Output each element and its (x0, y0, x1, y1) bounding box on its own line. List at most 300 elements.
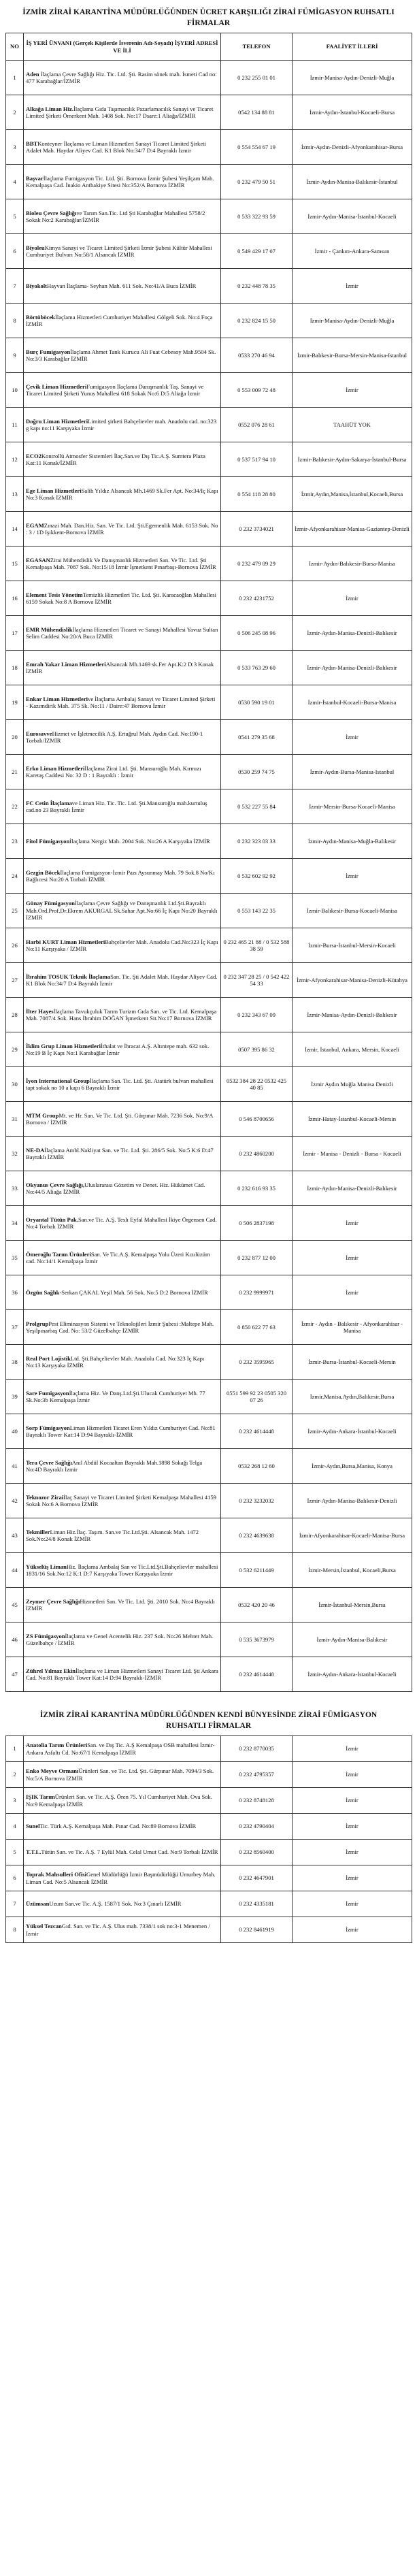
firm-name: İlter Hayes (26, 1007, 54, 1015)
section1-title: İZMİR ZİRAİ KARANTİNA MÜDÜRLÜĞÜNDEN ÜCRET KARŞILIĞI ZİRAİ FÜMİGASYON RUHSATLI FİRMALAR (22, 8, 395, 27)
table-row (6, 1032, 412, 1067)
firm-name: Erko Liman Hizmetleri (26, 764, 85, 772)
firm-address: İlaçlama San. Tic. Ltd. Şti. Atatürk bulvarı mahallesi tapt sokak no 10 a kapı 6 Bayraklı İzmir (26, 1077, 214, 1091)
firm-name-address (24, 1840, 221, 1865)
row-number: 3 (6, 130, 24, 165)
phone: 0 232 3595965 (221, 1345, 293, 1380)
firm-name-address (24, 269, 221, 304)
firm-name-address (24, 720, 221, 755)
firm-name-address (24, 998, 221, 1032)
row-number: 34 (6, 1206, 24, 1241)
firm-name-address (24, 477, 221, 512)
table-row (6, 1102, 412, 1137)
activity-provinces: İzmir (293, 1206, 412, 1241)
row-number: 2 (6, 95, 24, 130)
firm-name: BBT (26, 140, 38, 147)
phone: 0 232 4795357 (221, 1762, 293, 1788)
row-number: 29 (6, 1032, 24, 1067)
phone: 0 232 465 21 88 / 0 532 588 38 59 (221, 928, 293, 963)
table-row (6, 373, 412, 408)
firm-address: Tütün San. ve Tic. A.Ş. 7 Eylül Mah. Celal Umut Cad. No:9 Torbalı İZMİR (41, 1848, 218, 1856)
row-number: 13 (6, 477, 24, 512)
table-row (6, 1891, 412, 1917)
firm-name-address (24, 547, 221, 581)
activity-provinces: İzmir-Mersin,İstanbul, Kocaeli,Bursa (293, 1553, 412, 1588)
firm-name-address (24, 894, 221, 928)
phone: 0 232 479 09 29 (221, 547, 293, 581)
firm-name: Sunel (26, 1823, 40, 1830)
firm-name: Üzümsan (26, 1900, 50, 1908)
phone: 0 232 4790404 (221, 1814, 293, 1840)
firm-address: İlaçlama Gıda Taşımacılık Pazarlamacılık Sanayi ve Ticaret Limited Şirketi Ömerkent Mah. 1408 Sok. No:17 Dsare:1 Aliağa/İZMİR (26, 105, 214, 119)
row-number: 4 (6, 1814, 24, 1840)
firm-name: Emrah Yakar Liman Hizmetleri (26, 660, 106, 668)
firm-name-address (24, 1588, 221, 1623)
row-number: 10 (6, 373, 24, 408)
row-number: 9 (6, 338, 24, 373)
table-row (6, 408, 412, 442)
row-number: 6 (6, 234, 24, 269)
phone: 0 533 763 29 60 (221, 651, 293, 685)
table-row (6, 269, 412, 304)
table-row (6, 1657, 412, 1692)
firm-address: -Serkan ÇAKAL Yeşil Mah. 56 Sok. No:5 D:2 Bornova İZMİR (59, 1288, 208, 1296)
row-number: 8 (6, 1917, 24, 1943)
firm-name: Tekmiller (26, 1528, 50, 1535)
activity-provinces: İzmir (293, 1788, 412, 1814)
firm-name-address (24, 1484, 221, 1518)
firm-name-address (24, 1553, 221, 1588)
table-row (6, 512, 412, 547)
firm-name-address (24, 1310, 221, 1345)
phone: 0 535 3673979 (221, 1623, 293, 1657)
activity-provinces: İzmir-Aydın-Ankara-İstanbul-Kocaeli (293, 1414, 412, 1449)
activity-provinces: İzmir (293, 1241, 412, 1275)
row-number: 19 (6, 685, 24, 720)
activity-provinces: İzmir-Aydın-Ankara-İstanbul-Kocaeli (293, 1657, 412, 1692)
firm-address: İlaçlama Fumigasyon Tic. Ltd. Şti. Bornova İzmir Şubesi Yeşilçam Mah. Kemalpaşa Cad. İnakio Anthakiye Sitesi No:352/A Bornova İZMİR (26, 174, 214, 189)
firm-name-address (24, 1657, 221, 1692)
firm-name: Yükselüş Liman (26, 1563, 67, 1570)
firm-name-address (24, 824, 221, 859)
activity-provinces: İzmir-Aydın-Manisa-Denizli-Balıkesir (293, 1171, 412, 1206)
row-number: 38 (6, 1345, 24, 1380)
firm-address: Uzum San.ve Tic. A.Ş. 1587/1 Sok. No:3 Çınarlı İZMİR (49, 1900, 182, 1908)
firm-address: Hiz. İlaçlama Ambalaj San ve Tic.Ltd.Şti.Bahçelievler mahallesi 1831/16 Sok.No:12 K:1 D:7 Karşıyaka Tower Karşıyaka İzmir (26, 1563, 218, 1577)
table-row (6, 1414, 412, 1449)
firm-name: Real Port Lojistik (26, 1354, 71, 1362)
firm-name-address (24, 1623, 221, 1657)
row-number: 18 (6, 651, 24, 685)
firm-name: Okyanus Çevre Sağlığı, (26, 1181, 85, 1188)
row-number: 27 (6, 963, 24, 998)
firm-name: Harbi KURT Liman Hizmetleri (26, 938, 105, 945)
firm-name-address (24, 130, 221, 165)
firm-name-address (24, 408, 221, 442)
firm-name: İyon International Group (26, 1077, 90, 1084)
phone: 0 232 8461919 (221, 1917, 293, 1943)
firm-name: EGASAN (26, 556, 50, 564)
phone: 0 532 602 92 92 (221, 859, 293, 894)
firm-name: Toprak Mahsulleri Ofisi (26, 1871, 86, 1878)
firm-name: Enkar Liman Hizmetleri (26, 695, 88, 702)
table-row (6, 824, 412, 859)
firm-name-address (24, 1814, 221, 1840)
phone: 0532 384 28 22 0532 425 40 85 (221, 1067, 293, 1102)
table-row (6, 547, 412, 581)
phone: 0532 268 12 60 (221, 1449, 293, 1484)
activity-provinces: İzmir-Aydın-Manisa-Denizli-Balıkesir (293, 651, 412, 685)
table-row (6, 199, 412, 234)
firm-name: İbrahim TOSUK Teknik İlaçlama (26, 973, 111, 980)
firm-name-address (24, 1171, 221, 1206)
row-number: 8 (6, 304, 24, 338)
table-row (6, 720, 412, 755)
table-row (6, 1762, 412, 1788)
phone: 0 850 622 77 63 (221, 1310, 293, 1345)
firm-name-address (24, 1137, 221, 1171)
table-row (6, 61, 412, 95)
firm-name-address (24, 199, 221, 234)
firm-name: Doğru Liman Hizmetleri (26, 417, 88, 425)
row-number: 5 (6, 199, 24, 234)
table-row (6, 95, 412, 130)
firm-name-address (24, 963, 221, 998)
firm-name-address (24, 859, 221, 894)
firm-address: İlaçlama Nergiz Mah. 2004 Sok. No:26 A Karşıyaka İZMİR (69, 837, 210, 845)
row-number: 1 (6, 61, 24, 95)
row-number: 35 (6, 1241, 24, 1275)
row-number: 40 (6, 1414, 24, 1449)
firm-name-address (24, 1865, 221, 1891)
firm-name-address (24, 1736, 221, 1762)
firm-name: Börtüböcek (26, 313, 55, 321)
row-number: 11 (6, 408, 24, 442)
firm-address: Kimya Sanayi ve Ticaret Limited Şirketi İzmir Şubesi Kültür Mahallesi Cumhuriyet Bulvarı No:58/1 Alsancak İZMİR (26, 244, 212, 258)
row-number: 23 (6, 824, 24, 859)
firm-address: İlaçlama Çevre Sağlığı Hiz. Tic. Ltd. Şti. Rasim sönek mah. İsmeti Cad no: 477 Karabağlar/İZMİR (26, 70, 217, 84)
firm-name-address (24, 234, 221, 269)
firm-address: Hizmet ve İşletmecilik A.Ş. Ertuğrul Mah. Aydın Cad. No:190-1 Torbalı/İZMİR (26, 730, 203, 744)
table-row (6, 1206, 412, 1241)
table-row (6, 304, 412, 338)
firm-address: San. Ve Tic.A.Ş. Kemalpaşa Yolu Üzeri Kızılüzüm cad. No:14/1 Kemalpaşa İzmir (26, 1250, 210, 1265)
firm-name: Ege Liman Hizmetleri (26, 487, 82, 494)
phone: 0 232 9999971 (221, 1275, 293, 1310)
activity-provinces: İzmir (293, 1736, 412, 1762)
phone: 0541 279 35 68 (221, 720, 293, 755)
firm-address: Ürünleri San. ve Tic. A.Ş. Ören 75. Yıl Cumhuriyet Mah. Ova Sok. No:9 Kemalpaşa İZMİR (26, 1793, 212, 1808)
firm-name-address (24, 1380, 221, 1414)
row-number: 4 (6, 165, 24, 199)
row-number: 15 (6, 547, 24, 581)
firm-name-address (24, 61, 221, 95)
firm-address: İlaçlama Hizmetleri Cumhuriyet Mahallesi Gölgeli Sok. No:4 Foça İZMİR (26, 313, 213, 327)
firm-name: Alkağa Liman Hiz. (26, 105, 73, 112)
table-row (6, 338, 412, 373)
firm-name-address (24, 1518, 221, 1553)
firm-name-address (24, 651, 221, 685)
phone: 0 549 429 17 07 (221, 234, 293, 269)
phone: 0532 420 20 46 (221, 1588, 293, 1623)
firm-address: Hayvan İlaçlama- Seyhan Mah. 611 Sok. No:41/A Buca İZMİR (47, 282, 197, 289)
row-number: 22 (6, 789, 24, 824)
table-row (6, 234, 412, 269)
row-number: 41 (6, 1449, 24, 1484)
table-row (6, 651, 412, 685)
firm-name: ZS Fümigasyon (26, 1632, 65, 1640)
firm-name-address (24, 1102, 221, 1137)
phone: 0 232 343 67 09 (221, 998, 293, 1032)
firm-address: San. Tic. Şti Adalet Mah. Haydar Aliyev Cad. K1 Blok No:34/7 D:4 Bayraklı İzmir (26, 973, 218, 987)
firm-address: Anıl Abdül Kocaaltan Bayraklı Mah.1898 Sokağı Telga No:4D Bayraklı İzmir (26, 1458, 203, 1473)
firm-address: Bahçelievler Mah. Anadolu Cad.No:323 İç Kapı No:11 Karşıyaka / İZMİR (26, 938, 218, 952)
phone: 0 232 3734021 (221, 512, 293, 547)
activity-provinces: İzmir-Aydın-Manisa-Balıkesir (293, 1623, 412, 1657)
table-row (6, 1345, 412, 1380)
table-row (6, 477, 412, 512)
activity-provinces: İzmir (293, 581, 412, 616)
table-row (6, 165, 412, 199)
firm-address: İlaçlama Hizmetleri Ticaret ve Sanayi Mahallesi Yavuz Sultan Selim Caddesi No:20/A Buca İZMİR (26, 625, 218, 640)
table-row (6, 130, 412, 165)
firm-address: Salih Yıldız Alsancak Mh.1469 Sk.Fer Apt. No:34/Iç Kapı No:3 Konak İZMİR (26, 487, 218, 501)
firm-name: Çevik Liman Hizmetleri (26, 382, 87, 390)
firm-name-address (24, 1206, 221, 1241)
header-no: NO (6, 33, 24, 61)
table-row (6, 1484, 412, 1518)
activity-provinces: İzmir-Aydın-Bursa-Manisa-Istanbul (293, 755, 412, 789)
firm-name: Oryantal Tütün Pak. (26, 1216, 78, 1223)
firm-address: Liman Hiz.İlaç. Taşım. San.ve Tic.Ltd.Şti. Alsancak Mah. 1472 Sok.No:24/8 Konak İZMİR (26, 1528, 199, 1542)
phone: 0 232 8770035 (221, 1736, 293, 1762)
activity-provinces: TAAHÜT YOK (293, 408, 412, 442)
section2-title: İZMİR ZİRAİ KARANTİNA MÜDÜRLÜĞÜNDEN KENDİ BÜNYESİNDE ZİRAİ FÜMİGASYON RUHSATLI FİRMALAR (39, 1711, 378, 1730)
row-number: 43 (6, 1518, 24, 1553)
table-row (6, 894, 412, 928)
table-row (6, 1788, 412, 1814)
activity-provinces: İzmir - Aydın - Balıkesir - Afyonkarahisar - Manisa (293, 1310, 412, 1345)
phone: 0 232 8748128 (221, 1788, 293, 1814)
row-number: 39 (6, 1380, 24, 1414)
firm-name: Prolgrup (26, 1320, 49, 1327)
table-row (6, 581, 412, 616)
firm-address: İlaçlama Çevre Sağlığı ve Danışmanlık Ltd.Şti.Bayraklı Mah.Ord.Prof.Dr.Ekrem AKURGAL Sk.Sahar Apt.No:66 İç Kapı No:20 Bayraklı İZMİR (26, 900, 218, 922)
firm-address: Liman Hizmetleri Ticaret Eren Yıldız Cumhuriyet Cad. No:81 Bayraklı Tower Kat:14 D:94 Bayraklı-İZMİR (26, 1424, 216, 1438)
row-number: 21 (6, 755, 24, 789)
row-number: 42 (6, 1484, 24, 1518)
firm-address: Tic. Türk A.Ş. Kemalpaşa Mah. Pınar Cad. No:89 Bornova İZMİR (39, 1823, 197, 1830)
activity-provinces: İzmir (293, 1814, 412, 1840)
header-name: İŞ YERİ ÜNVANI (Gerçek Kişilerde İsverenin Adı-Soyadı) İŞYERİ ADRESİ VE İLİ (24, 33, 221, 61)
firm-name: Sorp Fümigasyon (26, 1424, 70, 1431)
phone: 0 232 448 78 35 (221, 269, 293, 304)
phone: 0 554 118 28 80 (221, 477, 293, 512)
activity-provinces: İzmir-Afyonkarahisar-Kocaeli-Manisa-Bursa (293, 1518, 412, 1553)
phone: 0 506 245 08 96 (221, 616, 293, 651)
table-row (6, 1588, 412, 1623)
firm-address: İlaçlama Fumigasyon-İzmir Pazı Aysunmay Mah. 79 Sok.8 No/Kı Bağlıcesi No:20 A Torbalı İZMİR (26, 868, 215, 883)
firm-address: Konteyner İlaçlama ve Liman Hizmetleri Sanayi Ticaret Limited Şirketi Adalet Mah. Haydar Aliyev Cad. K1 Blok No:34/7 D:4 Bayraklı İzmir (26, 140, 206, 154)
firm-address: İlaçlama Tavukçuluk Tarım Turizm Gıda San. ve Tic. Ltd. Kemalpaşa Mah. 7087/4 Sok. Hans İbrahim DOĞAN İşmetkent Sit.No:17 Bornova İZMİR (26, 1007, 217, 1022)
row-number: 1 (6, 1736, 24, 1762)
firm-name-address (24, 512, 221, 547)
phone: 0551 599 92 23 0505 320 07 26 (221, 1380, 293, 1414)
activity-provinces: İzmir (293, 1917, 412, 1943)
activity-provinces: İzmir-Afyonkarahisar-Manisa-Denizli-Kütahya (293, 963, 412, 998)
row-number: 46 (6, 1623, 24, 1657)
firm-name: Anatolia Tarım Ürünleri (26, 1742, 88, 1748)
row-number: 2 (6, 1762, 24, 1788)
firm-name: NE-DA (26, 1146, 45, 1154)
firm-address: Uluslararası Gözetim ve Denet. Hiz. Hükümet Cad. No:44/5 Aliağa İZMİR (26, 1181, 205, 1195)
activity-provinces: İzmir-Balıkesir-Bursa-Mersin-Manisa-Istanbul (293, 338, 412, 373)
firm-name-address (24, 1891, 221, 1917)
activity-provinces: İzmir,Aydın,Manisa,İstanbul,Kocaeli,Bursa (293, 477, 412, 512)
table-row (6, 963, 412, 998)
firm-name-address (24, 789, 221, 824)
firm-address: Pest Eliminasyon Sistemi ve Teknolojileri İzmir Şubesi :Maltepe Mah. Yeşilpınarbaş Cad. No: 53/2 Güzelbahçe İZMİR (26, 1320, 214, 1334)
activity-provinces: İzmir-Manisa-Aydın-Denizli-Muğla (293, 304, 412, 338)
own-fumigation-table (5, 1735, 412, 1943)
activity-provinces: İzmir (293, 1762, 412, 1788)
licensed-firms-table (5, 33, 412, 1692)
firm-name-address (24, 1762, 221, 1788)
row-number: 47 (6, 1657, 24, 1692)
firm-address: Fumigasyon İlaçlama Danışmanlık Taş. Sanayi ve Ticaret Limited Şirketi Yunus Mahallesi 618 Sokak No:6 D:5 Aliağa İzmir (26, 382, 204, 397)
row-number: 17 (6, 616, 24, 651)
phone: 0533 270 46 94 (221, 338, 293, 373)
table-row (6, 1814, 412, 1840)
table-row (6, 1736, 412, 1762)
firm-name: Biyokolt (26, 282, 48, 289)
activity-provinces: İzmir-İstanbul-Kocaeli-Bursa-Manisa (293, 685, 412, 720)
table-row (6, 1553, 412, 1588)
phone: 0 232 255 01 01 (221, 61, 293, 95)
firm-name: Başvar (26, 174, 44, 182)
activity-provinces: İzmir-Aydın-Manisa-Balıkesir-Denizli (293, 1484, 412, 1518)
row-number: 24 (6, 859, 24, 894)
table-row (6, 442, 412, 477)
row-number: 30 (6, 1067, 24, 1102)
firm-address: Zınazi Mah. Dan.Hiz. San. Ve Tic. Ltd. Şti.Egemenlik Mah. 6153 Sok. No : 3 / 1D Işıkkent-Bornova İZMİR (26, 521, 218, 536)
firm-name: Tera Çevre Sağlığı (26, 1458, 72, 1466)
activity-provinces: İzmir (293, 373, 412, 408)
firm-name: Fitol Fümigasyon (26, 837, 70, 845)
activity-provinces: İzmir - Manisa - Denizli - Bursa - Kocaeli (293, 1137, 412, 1171)
table-row (6, 755, 412, 789)
firm-address: Limited şirketi Bahçelievler mah. Anadolu cad. no:323 g kapı no:11 Karşıyaka İzmir (26, 417, 217, 431)
phone: 0 553 143 22 35 (221, 894, 293, 928)
row-number: 32 (6, 1137, 24, 1171)
activity-provinces: İzmir-Aydın-Manisa-Balıkesir-İstanbul (293, 165, 412, 199)
firm-address: Mt. ve Hr. San. Ve Tic. Ltd. Şti. Gürpınar Mah. 7236 Sok. No:9/A Bornova / İZMİR (26, 1111, 213, 1126)
row-number: 20 (6, 720, 24, 755)
firm-address: İlaçlama Hiz. Ve Danş.Ltd.Şti.Ulucak Cumhuriyet Mh. 77 Sk.No:3b Kemalpaşa İzmir (26, 1389, 205, 1403)
firm-name-address (24, 338, 221, 373)
activity-provinces: İzmir-Bursa-İstanbul-Kocaeli-Mersin (293, 1345, 412, 1380)
row-number: 26 (6, 928, 24, 963)
table-row (6, 1623, 412, 1657)
activity-provinces: İzmir-Manisa-Aydın-Denizli-Muğla (293, 61, 412, 95)
firm-name-address (24, 1032, 221, 1067)
firm-address: İthalat ve İhracat A.Ş. Altıntepe mah. 632 sok. No:19 B İç Kapı No:1 Karabağlar İzmir (26, 1042, 210, 1056)
firm-address: İlaçlama Ahmet Tank Kurucu Ali Fuat Cebesoy Mah.9504 Sk. No:3/3 Karabağlar İZMİR (26, 348, 216, 362)
row-number: 14 (6, 512, 24, 547)
firm-name: EMR Mühendislik (26, 625, 73, 633)
phone: 0 537 517 94 10 (221, 442, 293, 477)
table-row (6, 1067, 412, 1102)
phone: 0 232 347 28 25 / 0 542 422 54 33 (221, 963, 293, 998)
firm-address: İlaçlama ve Genel Acentelik Hiz. 237 Sok. No:26 Mehter Mah. Güzelbahçe / İZMİR (26, 1632, 214, 1646)
firm-name: İklim Grup Liman Hizmetleri (26, 1042, 101, 1049)
activity-provinces: İzmir-Aydın,Bursa,Manisa, Konya (293, 1449, 412, 1484)
activity-provinces: İzmir (293, 720, 412, 755)
phone: 0 232 4860200 (221, 1137, 293, 1171)
activity-provinces: İzmir-Balıkesir-Bursa-Kocaeli-Manisa (293, 894, 412, 928)
phone: 0530 590 19 01 (221, 685, 293, 720)
firm-name-address (24, 442, 221, 477)
phone: 0 232 4231752 (221, 581, 293, 616)
activity-provinces: İzmir (293, 1865, 412, 1891)
row-number: 37 (6, 1310, 24, 1345)
firm-name: Gezgin Böcek (26, 868, 61, 876)
row-number: 7 (6, 1891, 24, 1917)
firm-name: Zeymer Çevre Sağlığı (26, 1597, 80, 1605)
phone: 0 232 4639638 (221, 1518, 293, 1553)
firm-address: İlaçlama ve Liman Hizmetleri Sanayi Ticaret Ltd. Şti Ankara Cad. No:81 Bayraklı Tower Kat:14 D:94 Bayraklı-İZMİR (26, 1667, 218, 1681)
activity-provinces: İzmir Aydın Muğla Manisa Denizli (293, 1067, 412, 1102)
table-row (6, 998, 412, 1032)
firm-name-address (24, 755, 221, 789)
firm-name-address (24, 373, 221, 408)
table-row (6, 1380, 412, 1414)
firm-name: Ömeroğlu Tarım Ürünleri (26, 1250, 91, 1258)
activity-provinces: İzmir-Afyonkarahisar-Manisa-Gaziantep-Denizli (293, 512, 412, 547)
firm-address: Hizmetleri San. Ve Tic. Ltd. Şti. 2010 Sok. No:4 Bayraklı İZMİR (26, 1597, 215, 1612)
table-body (6, 61, 412, 1692)
table-row (6, 789, 412, 824)
firm-address: San.ve Tic. A.Ş. Teslı Eyfal Mahallesi İkiye Örgensen Cad. No:4 Torbalı İZMİR (26, 1216, 217, 1230)
activity-provinces: İzmir (293, 1891, 412, 1917)
phone: 0 232 824 15 50 (221, 304, 293, 338)
firm-name: Günay Fümigasyon (26, 900, 75, 907)
header-field: FAALİYET İLLERİ (293, 33, 412, 61)
table-row (6, 1449, 412, 1484)
table-row (6, 859, 412, 894)
firm-name: IŞIK Tarım (26, 1793, 55, 1800)
row-number: 3 (6, 1788, 24, 1814)
table-row (6, 1171, 412, 1206)
row-number: 5 (6, 1840, 24, 1865)
firm-name: Enko Meyve Ormanı (26, 1767, 79, 1774)
row-number: 7 (6, 269, 24, 304)
firm-name-address (24, 1275, 221, 1310)
firm-name-address (24, 1917, 221, 1943)
row-number: 45 (6, 1588, 24, 1623)
firm-name-address (24, 1241, 221, 1275)
table-row (6, 1137, 412, 1171)
row-number: 6 (6, 1865, 24, 1891)
activity-provinces: İzmir-Aydın-İstanbul-Kocaeli-Bursa (293, 95, 412, 130)
phone: 0 232 877 12 00 (221, 1241, 293, 1275)
activity-provinces: İzmir-Manisa-Aydın-Denizli-Balıkesir (293, 998, 412, 1032)
firm-name-address (24, 1788, 221, 1814)
table-row (6, 1865, 412, 1891)
firm-name: Teknozor Zirai (26, 1493, 64, 1501)
firm-address: Gıd. San. ve Tic. A.Ş. Ulus mah. 7338/1 sok no:3-1 Menemen / İzmir (26, 1923, 210, 1937)
activity-provinces: İzmir (293, 269, 412, 304)
